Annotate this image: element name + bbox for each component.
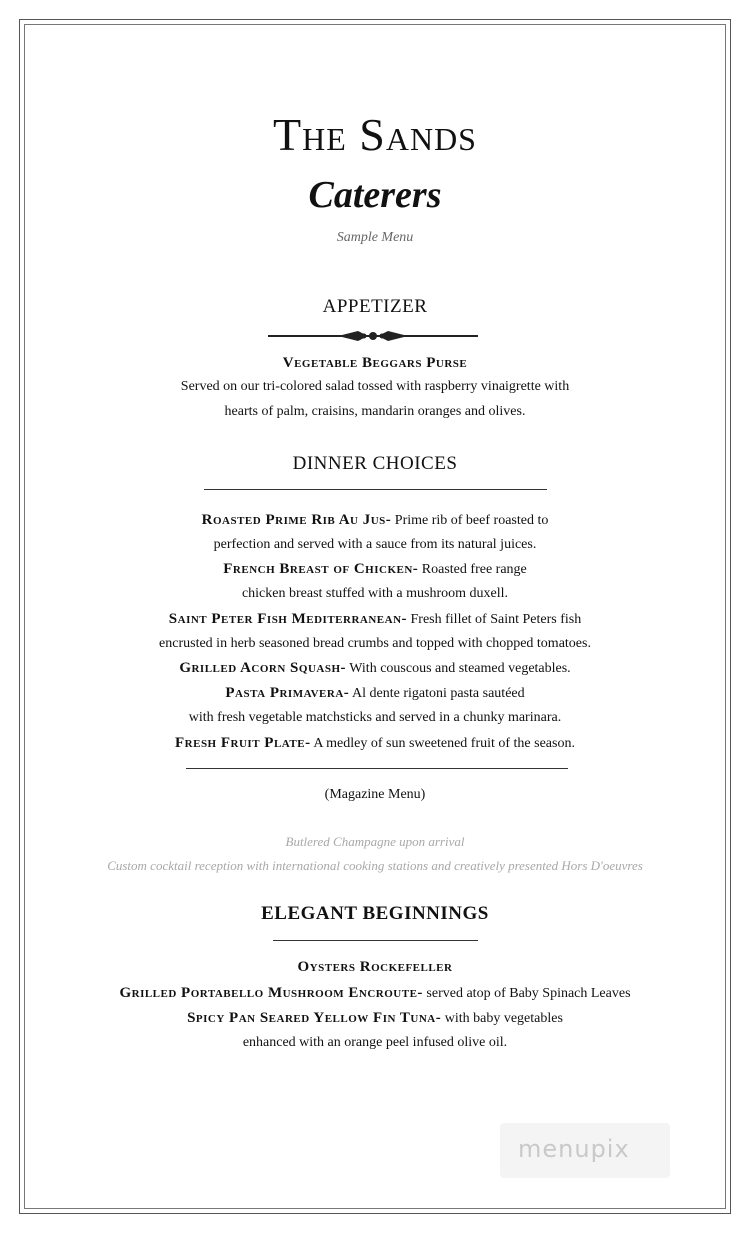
dinner-item: French Breast of Chicken- Roasted free range xyxy=(223,561,527,577)
sample-menu-label: Sample Menu xyxy=(336,230,414,245)
dinner-heading: DINNER CHOICES xyxy=(292,453,458,474)
dinner-item-desc: perfection and served with a sauce from its natural juices. xyxy=(213,537,537,552)
reception-line: Butlered Champagne upon arrival xyxy=(285,834,465,849)
dinner-item: Roasted Prime Rib Au Jus- Prime rib of beef roasted to xyxy=(201,512,549,528)
beginnings-item: Oysters Rockefeller xyxy=(297,959,453,975)
appetizer-desc-line: hearts of palm, craisins, mandarin oranges and olives. xyxy=(224,404,526,419)
ornament-divider-icon xyxy=(268,327,478,345)
appetizer-item xyxy=(0,353,750,374)
dinner-bottom-divider xyxy=(186,768,568,769)
dinner-item: Saint Peter Fish Mediterranean- Fresh fillet of Saint Peters fish xyxy=(168,611,582,627)
menupix-watermark xyxy=(500,1123,670,1178)
dinner-item-desc: encrusted in herb seasoned bread crumbs and topped with chopped tomatoes. xyxy=(159,636,591,651)
dinner-item-desc: chicken breast stuffed with a mushroom duxell. xyxy=(241,586,509,601)
restaurant-title: The Sands xyxy=(273,109,477,160)
dinner-item: Grilled Acorn Squash- With couscous and steamed vegetables. xyxy=(179,660,571,676)
appetizer-heading: APPETIZER xyxy=(322,296,428,317)
dinner-divider xyxy=(204,489,547,490)
reception-line: Custom cocktail reception with international cooking stations and creatively presented Hors D'oeuvres xyxy=(107,858,643,873)
watermark-text: menupix xyxy=(518,1135,630,1163)
beginnings-heading: ELEGANT BEGINNINGS xyxy=(261,903,489,924)
beginnings-item: Grilled Portabello Mushroom Encroute- served atop of Baby Spinach Leaves xyxy=(119,985,631,1001)
beginnings-item: Spicy Pan Seared Yellow Fin Tuna- with baby vegetables xyxy=(187,1010,563,1026)
dinner-item-desc: with fresh vegetable matchsticks and served in a chunky marinara. xyxy=(188,710,562,725)
beginnings-divider xyxy=(273,940,478,941)
dinner-item: Fresh Fruit Plate- A medley of sun sweetened fruit of the season. xyxy=(175,735,575,751)
magazine-menu-note: (Magazine Menu) xyxy=(324,787,426,802)
restaurant-subtitle: Caterers xyxy=(308,174,442,216)
appetizer-item-name: Vegetable Beggars Purse xyxy=(282,355,468,371)
beginnings-item-desc: enhanced with an orange peel infused olive oil. xyxy=(242,1035,508,1050)
appetizer-desc-line: Served on our tri-colored salad tossed with raspberry vinaigrette with xyxy=(180,379,570,394)
dinner-item: Pasta Primavera- Al dente rigatoni pasta sautéed xyxy=(225,685,525,701)
